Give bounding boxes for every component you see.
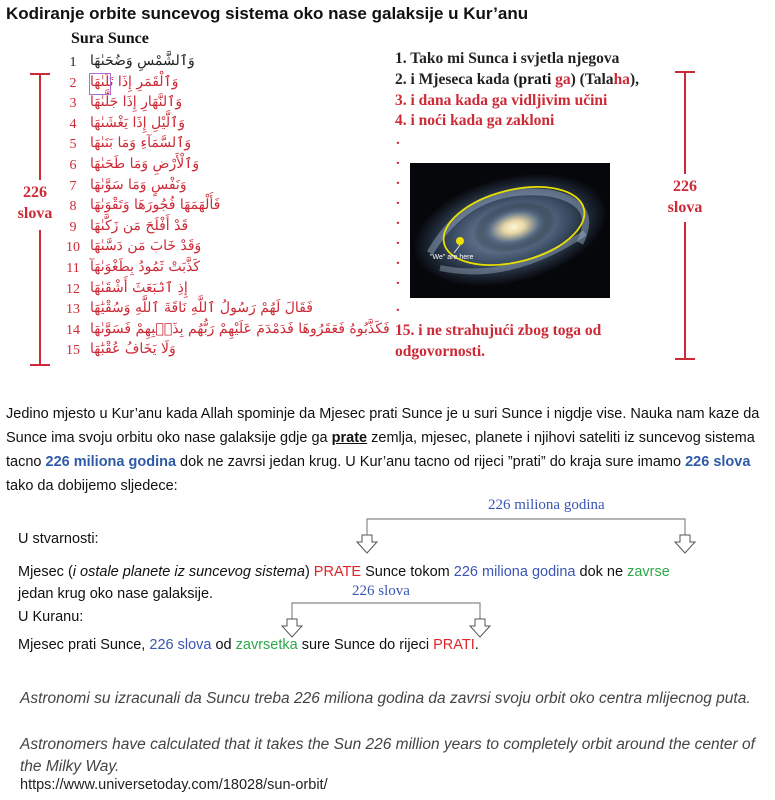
s-prate: PRATE — [313, 564, 362, 580]
verse-arabic-text: إِذِ ٱنۢبَعَثَ أَشْقَىٰهَا — [90, 279, 188, 296]
galaxy-image — [410, 163, 610, 298]
verse-row — [66, 115, 366, 136]
k-part-4: . — [474, 637, 479, 653]
verse-row — [66, 320, 390, 342]
left-unit: slova — [17, 205, 53, 222]
s-part-1: Mjesec ( — [18, 564, 73, 580]
verse-row — [66, 135, 366, 156]
verse-arabic-text: فَكَذَّبُوهُ فَعَقَرُوهَا فَدَمْدَمَ عَلَيْهِمْ رَبُّهُم بِذَنۢبِهِمْ فَسَوَّىٰهَا — [90, 320, 390, 337]
translation-line-4: 4. i noći kada ga zakloni — [395, 112, 555, 129]
verse-arabic-text: وَٱلَّيْلِ إِذَا يَغْشَىٰهَا — [90, 114, 186, 131]
ellipsis-dot: . — [396, 212, 400, 228]
t2-prati: prati — [518, 71, 556, 88]
verse-row — [66, 197, 366, 218]
ellipsis-dot: . — [396, 132, 400, 148]
verse-row — [66, 341, 366, 362]
verse-row — [66, 218, 366, 239]
verse-number: 12 — [66, 281, 80, 297]
translation-line-3: 3. i dana kada ga vidljivim učini — [395, 92, 608, 109]
verse-row — [66, 177, 366, 198]
t2-tala: ) (Tala — [570, 71, 614, 88]
verse-number: 6 — [69, 158, 77, 173]
verse-number: 5 — [69, 137, 77, 153]
translation-line-15b: odgovornosti. — [395, 343, 485, 360]
para-part-3: dok ne zavrsi jedan krug. U Kur’anu tacno od rijeci ”prati” do kraja sure imamo — [176, 454, 686, 470]
ellipsis-dot: . — [396, 172, 400, 188]
para-part-4: tako da dobijemo sljedece: — [6, 478, 178, 494]
s-part-4: dok ne — [575, 564, 628, 580]
para-part-2: zemlja, mjesec, planete i njihovi sateliti iz suncevog sistema tacno — [6, 430, 755, 470]
verse-number: 7 — [69, 178, 77, 194]
para-slova: 226 slova — [685, 454, 751, 470]
u-kuranu-label: U Kuranu: — [18, 609, 84, 625]
page-title: Kodiranje orbite suncevog sistema oko nase galaksije u Kur’anu — [6, 4, 529, 23]
para-part-1: Jedino mjesto u Kur’anu kada Allah spominje da Mjesec prati Sunce je u suri Sunce i nigdje vise. Nauka nam kaze da Sunce ima svoju orbitu oko nase galaksije gdje ga — [6, 406, 760, 446]
verse-number: 10 — [66, 240, 80, 256]
verse-arabic-text: فَأَلْهَمَهَا فُجُورَهَا وَتَقْوَىٰهَا — [90, 197, 221, 214]
verse-row — [66, 156, 366, 177]
verse-number: 11 — [66, 261, 80, 276]
sura-title: Sura Sunce — [71, 30, 149, 47]
verse-row — [66, 300, 366, 321]
s-part-3: Sunce tokom — [361, 564, 454, 580]
s-zavrse: zavrse — [627, 564, 670, 580]
verse-arabic-text: وَٱلشَّمْسِ وَضُحَىٰهَا — [90, 53, 195, 69]
k-zavrsetka: zavrsetka — [235, 637, 298, 653]
k-part-2: od — [211, 637, 236, 653]
verse-arabic-text: فَقَالَ لَهُمْ رَسُولُ ٱللَّهِ نَاقَةَ ٱللَّهِ وَسُقْيَٰهَا — [90, 300, 313, 317]
verse-row — [66, 280, 366, 301]
verse-row — [66, 259, 366, 280]
left-count: 226 — [23, 184, 47, 201]
verse-number: 13 — [66, 302, 80, 318]
para-miliona: 226 miliona godina — [45, 454, 177, 470]
left-bracket-label — [10, 182, 60, 224]
verse-arabic-text: وَٱلنَّهَارِ إِذَا جَلَّىٰهَا — [90, 94, 183, 111]
right-unit: slova — [667, 199, 703, 216]
k-prati: PRATI — [433, 637, 475, 653]
verse-arabic-text: وَقَدْ خَابَ مَن دَسَّىٰهَا — [90, 238, 202, 255]
verse-number: 14 — [66, 322, 80, 338]
verse-arabic-text: وَلَا يَخَافُ عُقْبَٰهَا — [90, 341, 176, 358]
s-miliona: 226 miliona godina — [453, 564, 576, 580]
kuran-sentence — [18, 637, 479, 653]
para-prate: prate — [331, 430, 368, 446]
verse-number: 15 — [66, 343, 80, 359]
verse-number: 3 — [69, 96, 77, 112]
translation-line-2 — [395, 71, 639, 89]
verse-arabic-text: وَٱلْقَمَرِ إِذَا تَلَىٰهَا — [90, 73, 179, 90]
source-link[interactable]: https://www.universetoday.com/18028/sun-orbit/ — [20, 777, 328, 793]
verse-number: 8 — [69, 199, 77, 215]
right-bracket-label — [660, 176, 710, 218]
s-italic: i ostale planete iz suncevog sistema — [72, 564, 305, 580]
t2-ga: ga — [555, 71, 571, 88]
ellipsis-dot: . — [396, 272, 400, 288]
verse-row — [66, 74, 366, 95]
verse-number: 9 — [69, 219, 77, 235]
translation-line-1: 1. Tako mi Sunca i svjetla njegova — [395, 50, 620, 67]
diagram-label-slova: 226 slova — [352, 583, 410, 599]
footer-english: Astronomers have calculated that it takes the Sun 226 million years to completely orbit around the center of the Milky Way. — [20, 736, 755, 775]
translation-line-15a: 15. i ne strahujući zbog toga od — [395, 322, 602, 339]
k-part-3: sure Sunce do rijeci — [297, 637, 434, 653]
right-count: 226 — [673, 178, 697, 195]
verse-number: 4 — [69, 116, 77, 132]
explanation-paragraph — [6, 402, 766, 498]
verse-row — [66, 238, 366, 259]
t2-a: 2. i Mjeseca kada ( — [395, 71, 519, 88]
highlight-box — [89, 73, 111, 95]
verse-arabic-text: وَٱلسَّمَآءِ وَمَا بَنَىٰهَا — [90, 135, 192, 152]
k-part-1: Mjesec prati Sunce, — [18, 637, 150, 653]
verse-row — [66, 94, 366, 115]
s-part-5: jedan krug oko nase galaksije. — [18, 586, 214, 602]
ellipsis-dot: . — [396, 232, 400, 248]
verse-arabic-text: وَنَفْسٍ وَمَا سَوَّىٰهَا — [90, 176, 187, 193]
ellipsis-dot: . — [396, 252, 400, 268]
galaxy-label: "We" are here — [430, 254, 474, 261]
verse-number: 1 — [69, 55, 77, 70]
diagram-arrows-bottom — [280, 599, 492, 641]
k-slova: 226 slova — [149, 637, 212, 653]
verse-arabic-text: وَٱلْأَرْضِ وَمَا طَحَىٰهَا — [90, 156, 200, 172]
s-part-2: ) — [304, 564, 314, 580]
u-stvarnosti-label: U stvarnosti: — [18, 531, 99, 547]
ellipsis-dot: . — [396, 299, 400, 315]
ellipsis-dot: . — [396, 152, 400, 168]
diagram-label-miliona: 226 miliona godina — [488, 497, 605, 513]
t2-ha: ha — [613, 71, 630, 88]
t2-end: ), — [629, 71, 639, 88]
footer-bosnian: Astronomi su izracunali da Suncu treba 226 miliona godina da zavrsi svoju orbit oko centra mlijecnog puta. — [20, 690, 751, 707]
verse-row — [66, 53, 366, 74]
verse-arabic-text: كَذَّبَتْ ثَمُودُ بِطَغْوَىٰهَآ — [90, 259, 200, 275]
verse-arabic-text: قَدْ أَفْلَحَ مَن زَكَّىٰهَا — [90, 217, 189, 234]
verse-number: 2 — [69, 75, 77, 91]
ellipsis-dot: . — [396, 192, 400, 208]
diagram-arrows-top — [355, 515, 700, 557]
